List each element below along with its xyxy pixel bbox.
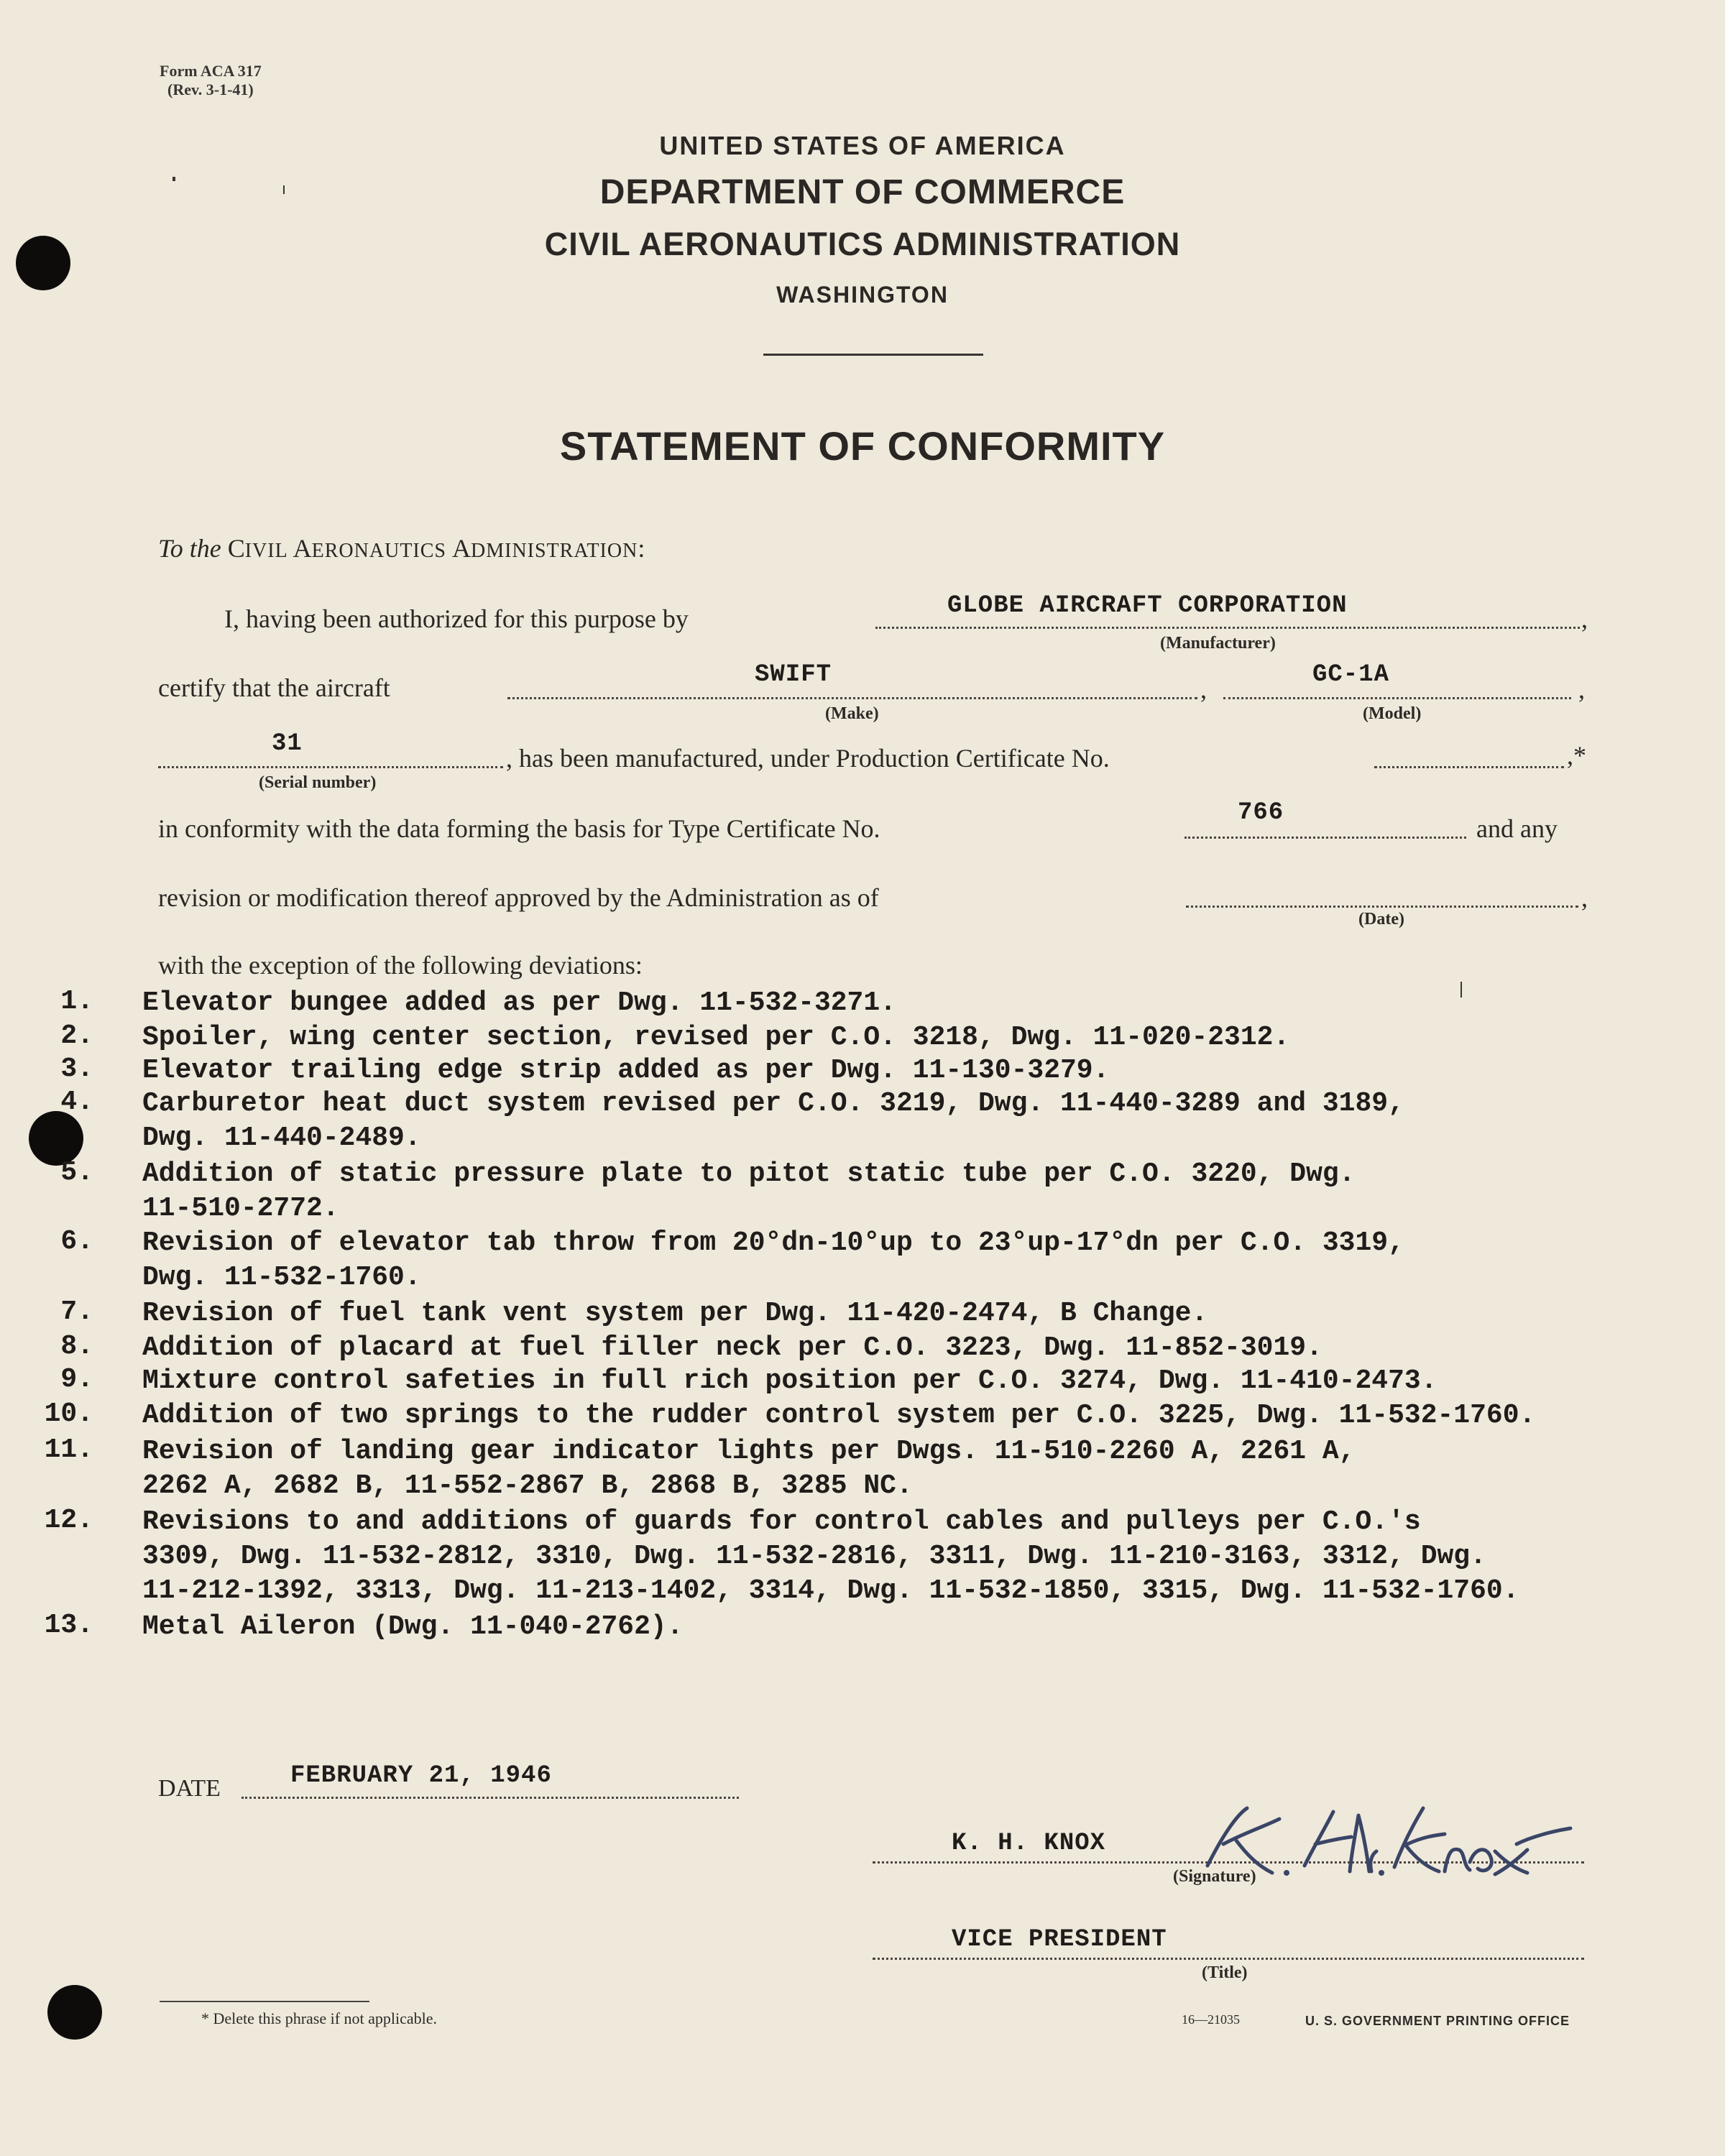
deviation-text: Elevator trailing edge strip added as per Dwg. 11-130-3279. xyxy=(142,1055,1110,1086)
authorization-text: I, having been authorized for this purpose by xyxy=(224,604,689,633)
deviation-text: Addition of placard at fuel filler neck per C.O. 3223, Dwg. 11-852-3019. xyxy=(142,1332,1322,1363)
deviation-number: 12. xyxy=(44,1505,93,1536)
deviation-text: Addition of static pressure plate to pitot static tube per C.O. 3220, Dwg. 11-510-2772. xyxy=(142,1158,1356,1224)
print-code: 16—21035 xyxy=(1182,2012,1240,2027)
page-title: STATEMENT OF CONFORMITY xyxy=(559,423,1166,469)
header-administration: CIVIL AERONAUTICS ADMINISTRATION xyxy=(544,226,1181,262)
deviations-intro: with the exception of the following deviations: xyxy=(158,951,643,980)
footnote: * Delete this phrase if not applicable. xyxy=(201,2009,438,2027)
type-certificate-line xyxy=(1184,837,1466,839)
signature-caption: (Signature) xyxy=(1173,1867,1256,1886)
title-line xyxy=(873,1958,1584,1960)
certify-text: certify that the aircraft xyxy=(158,673,390,702)
form-identifier xyxy=(160,62,262,99)
make-comma: , xyxy=(1200,675,1207,704)
deviation-text: Spoiler, wing center section, revised per C.O. 3218, Dwg. 11-020-2312. xyxy=(142,1022,1290,1053)
serial-caption: (Serial number) xyxy=(259,773,377,792)
deviation-number: 9. xyxy=(60,1364,93,1395)
deviation-text: Revisions to and additions of guards for control cables and pulleys per C.O.'s 3309, Dwg. 11-532-2812, 3310, Dwg. 11-532-2816, 3311, Dwg. 11-210-3163, 3312, Dwg. 11-212-1392, 3313, Dwg. 11-213-1402, 3314, Dwg. 11-532-1850, 3315, Dwg. 11-532-1760. xyxy=(142,1506,1519,1606)
make-line xyxy=(507,697,1197,699)
deviation-text: Revision of landing gear indicator lights per Dwgs. 11-510-2260 A, 2261 A, 2262 A, 2682 B, 11-552-2867 B, 2868 B, 3285 NC. xyxy=(142,1436,1356,1501)
signer-name: K. H. KNOX xyxy=(952,1830,1106,1857)
model-line xyxy=(1223,697,1571,699)
approval-date-comma: , xyxy=(1581,883,1588,912)
type-certificate-value: 766 xyxy=(1238,799,1284,826)
deviation-number: 11. xyxy=(44,1434,93,1465)
form-number: Form ACA 317 xyxy=(160,62,262,80)
deviation-text: Addition of two springs to the rudder control system per C.O. 3225, Dwg. 11-532-1760. xyxy=(142,1400,1536,1431)
production-certificate-line xyxy=(1374,766,1564,768)
date-line xyxy=(242,1797,739,1799)
deviation-number: 13. xyxy=(44,1610,93,1641)
punch-hole-bottom xyxy=(47,1985,102,2040)
approval-date-line xyxy=(1186,906,1578,908)
deviation-text: Revision of fuel tank vent system per Dwg. 11-420-2474, B Change. xyxy=(142,1298,1208,1329)
manufacturer-line xyxy=(875,627,1580,629)
revision-text: revision or modification thereof approved by the Administration as of xyxy=(158,883,879,912)
production-certificate-asterisk: ,* xyxy=(1567,741,1586,770)
header-department: DEPARTMENT OF COMMERCE xyxy=(599,173,1126,211)
date-value: FEBRUARY 21, 1946 xyxy=(290,1762,552,1789)
deviation-number: 10. xyxy=(44,1399,93,1429)
serial-line xyxy=(158,766,503,768)
form-revision: (Rev. 3-1-41) xyxy=(167,80,254,98)
title-value: VICE PRESIDENT xyxy=(952,1926,1167,1953)
deviation-number: 6. xyxy=(60,1226,93,1257)
stray-mark xyxy=(1460,982,1462,998)
title-caption: (Title) xyxy=(1202,1963,1248,1982)
deviation-text: Carburetor heat duct system revised per C.O. 3219, Dwg. 11-440-3289 and 3189, Dwg. 11-440-2489. xyxy=(142,1088,1404,1153)
deviation-text: Metal Aileron (Dwg. 11-040-2762). xyxy=(142,1611,684,1642)
manufacturer-value: GLOBE AIRCRAFT CORPORATION xyxy=(947,592,1348,619)
printer-name: U. S. GOVERNMENT PRINTING OFFICE xyxy=(1305,2014,1570,2028)
deviation-number: 1. xyxy=(60,986,93,1017)
and-any-text: and any xyxy=(1476,814,1558,843)
make-value: SWIFT xyxy=(755,661,832,688)
deviation-number: 4. xyxy=(60,1087,93,1118)
manufactured-text: , has been manufactured, under Production Certificate No. xyxy=(506,744,1110,773)
date-label: DATE xyxy=(158,1775,221,1802)
header-country: UNITED STATES OF AMERICA xyxy=(659,131,1066,160)
salutation: To the CIVIL AERONAUTICS ADMINISTRATION: xyxy=(158,534,645,563)
deviation-number: 5. xyxy=(60,1157,93,1188)
manufacturer-comma: , xyxy=(1581,604,1588,633)
deviation-number: 8. xyxy=(60,1331,93,1362)
deviation-text: Mixture control safeties in full rich position per C.O. 3274, Dwg. 11-410-2473. xyxy=(142,1365,1438,1396)
serial-value: 31 xyxy=(272,730,303,757)
deviation-text: Elevator bungee added as per Dwg. 11-532-3271. xyxy=(142,987,896,1018)
deviation-number: 3. xyxy=(60,1054,93,1084)
manufacturer-caption: (Manufacturer) xyxy=(1160,634,1276,653)
deviation-text: Revision of elevator tab throw from 20°dn-10°up to 23°up-17°dn per C.O. 3319, Dwg. 11-532-1760. xyxy=(142,1227,1404,1293)
approval-date-caption: (Date) xyxy=(1358,910,1404,929)
deviation-number: 7. xyxy=(60,1296,93,1327)
header-divider xyxy=(763,354,983,356)
make-caption: (Make) xyxy=(825,704,879,723)
model-caption: (Model) xyxy=(1363,704,1422,723)
salutation-to: To the xyxy=(158,534,221,563)
header-city: WASHINGTON xyxy=(776,282,949,308)
model-comma: , xyxy=(1578,675,1585,704)
deviation-number: 2. xyxy=(60,1021,93,1051)
footnote-rule xyxy=(160,2001,369,2002)
model-value: GC-1A xyxy=(1312,661,1390,688)
conformity-text: in conformity with the data forming the basis for Type Certificate No. xyxy=(158,814,880,843)
